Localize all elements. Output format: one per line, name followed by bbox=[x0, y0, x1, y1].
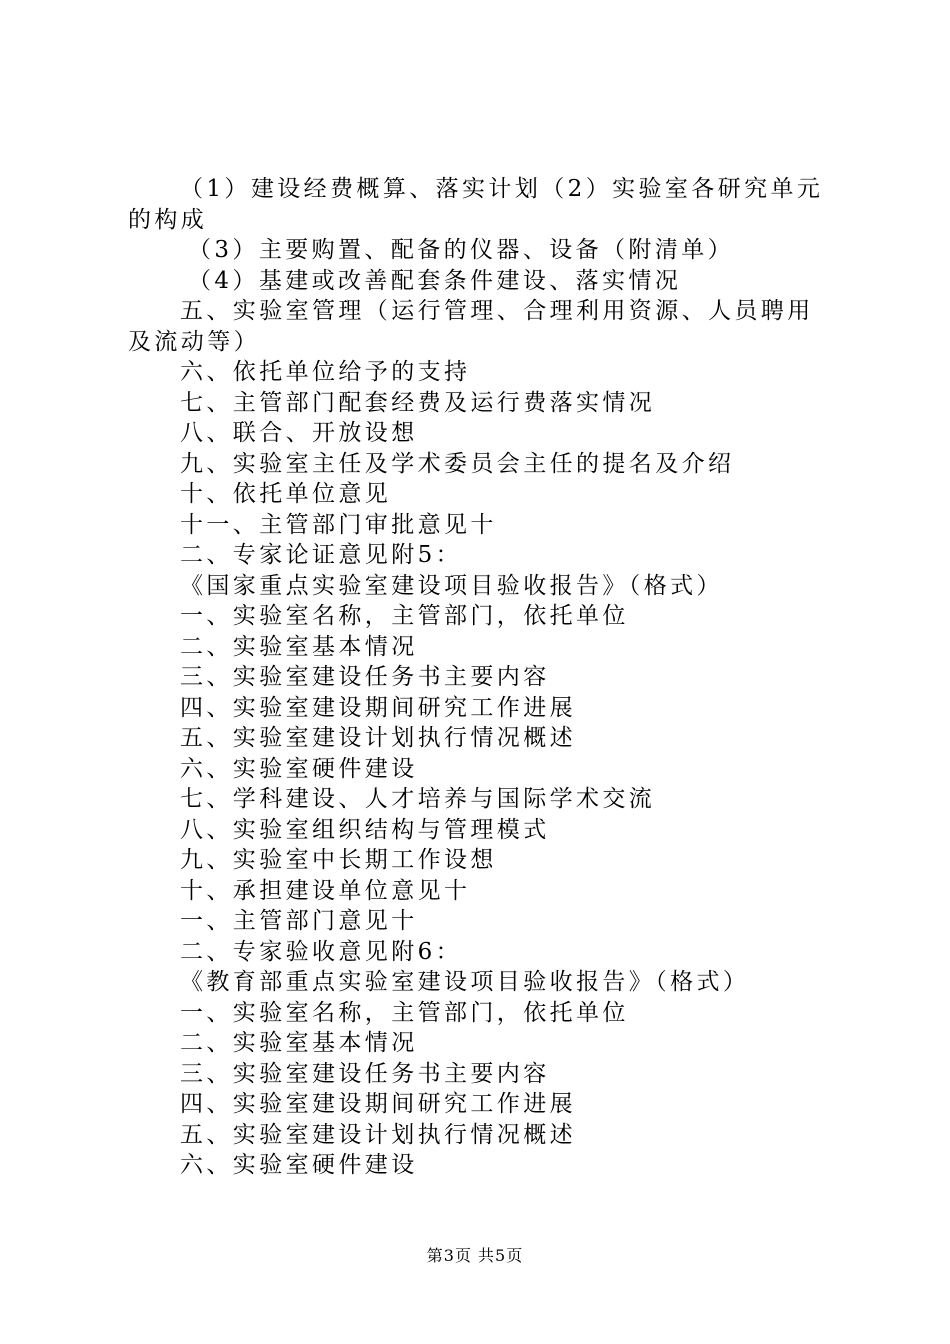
text-line: 八、联合、开放设想 bbox=[180, 420, 418, 446]
text-line: 二、实验室基本情况 bbox=[180, 633, 418, 660]
document-body bbox=[128, 174, 832, 1181]
text-line: 三、实验室建设任务书主要内容 bbox=[180, 1060, 550, 1087]
report-title: 《教育部重点实验室建设项目验收报告》（格式） bbox=[180, 969, 750, 995]
text-line: 四、实验室建设期间研究工作进展 bbox=[180, 1091, 576, 1117]
text-line: 一、实验室名称，主管部门，依托单位 bbox=[180, 999, 629, 1026]
text-line: 六、实验室硬件建设 bbox=[180, 1152, 418, 1178]
text-line: （4）基建或改善配套条件建设、落实情况 bbox=[188, 267, 682, 294]
text-line: 七、学科建设、人才培养与国际学术交流 bbox=[180, 786, 656, 812]
text-line: 十、依托单位意见 bbox=[180, 481, 392, 507]
text-line: 二、实验室基本情况 bbox=[180, 1030, 418, 1056]
report-title: 《国家重点实验室建设项目验收报告》（格式） bbox=[180, 572, 723, 599]
text-line: 三、实验室建设任务书主要内容 bbox=[180, 664, 550, 690]
page-footer: 第3页 共5页 bbox=[426, 1246, 524, 1265]
text-line: 十、承担建设单位意见十 bbox=[180, 877, 471, 904]
text-line: 五、实验室建设计划执行情况概述 bbox=[180, 725, 576, 751]
text-line: 八、实验室组织结构与管理模式 bbox=[180, 816, 550, 843]
text-line: 十一、主管部门审批意见十 bbox=[180, 511, 497, 538]
text-line: （3）主要购置、配备的仪器、设备（附清单） bbox=[188, 237, 735, 263]
text-line: 六、实验室硬件建设 bbox=[180, 755, 418, 782]
text-line: 四、实验室建设期间研究工作进展 bbox=[180, 694, 576, 721]
text-line: 五、实验室建设计划执行情况概述 bbox=[180, 1121, 576, 1148]
text-line: 九、实验室中长期工作设想 bbox=[180, 847, 497, 873]
text-line: 七、主管部门配套经费及运行费落实情况 bbox=[180, 389, 656, 416]
text-line: 六、依托单位给予的支持 bbox=[180, 359, 471, 385]
text-line: 二、专家论证意见附5： bbox=[180, 542, 463, 568]
text-line: 五、实验室管理（运行管理、合理利用资源、人员聘用及流动等） bbox=[128, 298, 814, 355]
text-line: 九、实验室主任及学术委员会主任的提名及介绍 bbox=[180, 450, 735, 477]
text-line: 一、实验室名称，主管部门，依托单位 bbox=[180, 603, 629, 629]
text-line: 一、主管部门意见十 bbox=[180, 908, 418, 934]
text-line: （1）建设经费概算、落实计划（2）实验室各研究单元的构成 bbox=[128, 176, 824, 233]
text-line: 二、专家验收意见附6： bbox=[180, 938, 463, 965]
